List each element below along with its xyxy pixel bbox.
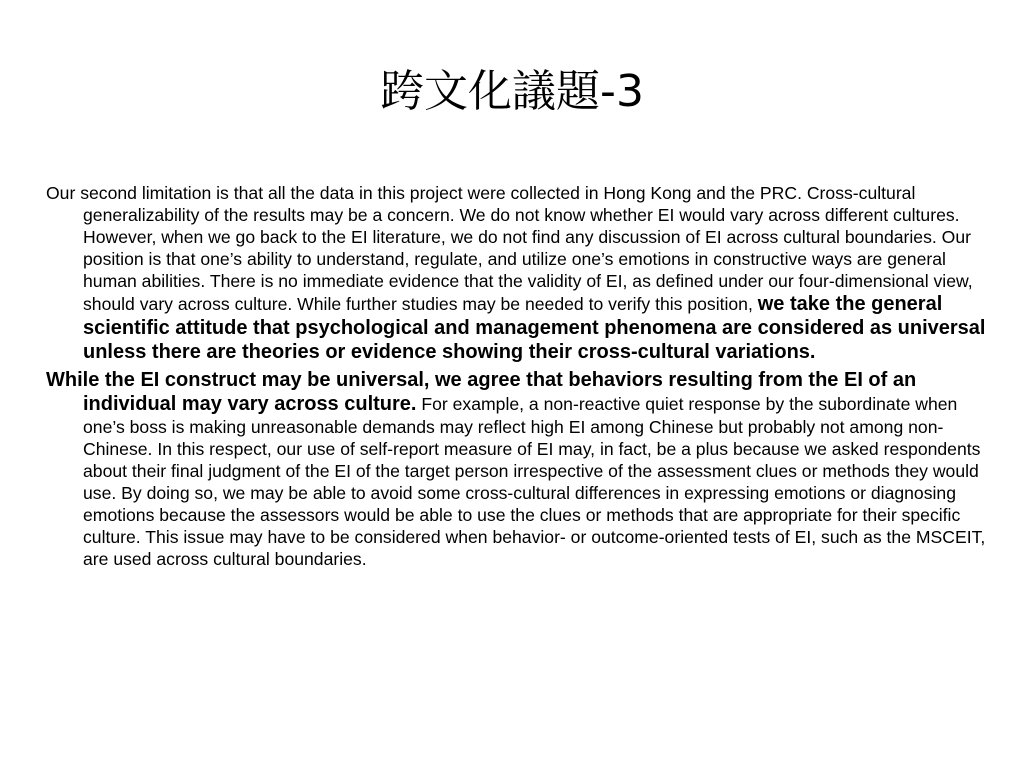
paragraph-limitation: [46, 182, 991, 364]
paragraph-universal-construct: [46, 368, 991, 570]
slide-body: [46, 182, 991, 574]
paragraph-2-bold-text: While the EI construct may be universal, we agree that behaviors resulting from the EI of an individual may vary across culture.: [46, 369, 917, 415]
paragraph-2-normal-text: For example, a non-reactive quiet response by the subordinate when one’s boss is making unreasonable demands may reflect high EI among Chinese but probably not among non-Chinese. In this respect, our use of self-report measure of EI may, in fact, be a plus because we asked respondents about their final judgment of the EI of the target person irrespective of the assessment clues or methods they would use. By doing so, we may be able to avoid some cross-cultural differences in expressing emotions or diagnosing emotions because the assessors would be able to use the clues or methods that are appropriate for their specific culture. This issue may have to be considered when behavior- or outcome-oriented tests of EI, such as the MSCEIT, are used across cultural boundaries.: [83, 394, 986, 569]
slide-title: 跨文化議題-3: [380, 66, 644, 117]
paragraph-1-normal-text: Our second limitation is that all the data in this project were collected in Hong Kong and the PRC. Cross-cultural generalizability of the results may be a concern. We do not know whether EI would vary across different cultures. However, when we go back to the EI literature, we do not find any discussion of EI across cultural boundaries. Our position is that one’s ability to understand, regulate, and utilize one’s emotions in constructive ways are general human abilities. There is no immediate evidence that the validity of EI, as defined under our four-dimensional view, should vary across culture. While further studies may be needed to verify this position,: [46, 183, 973, 314]
paragraph-1-bold-text: we take the general scientific attitude that psychological and management phenomena are considered as universal unless there are theories or evidence showing their cross-cultural variations.: [83, 293, 986, 363]
